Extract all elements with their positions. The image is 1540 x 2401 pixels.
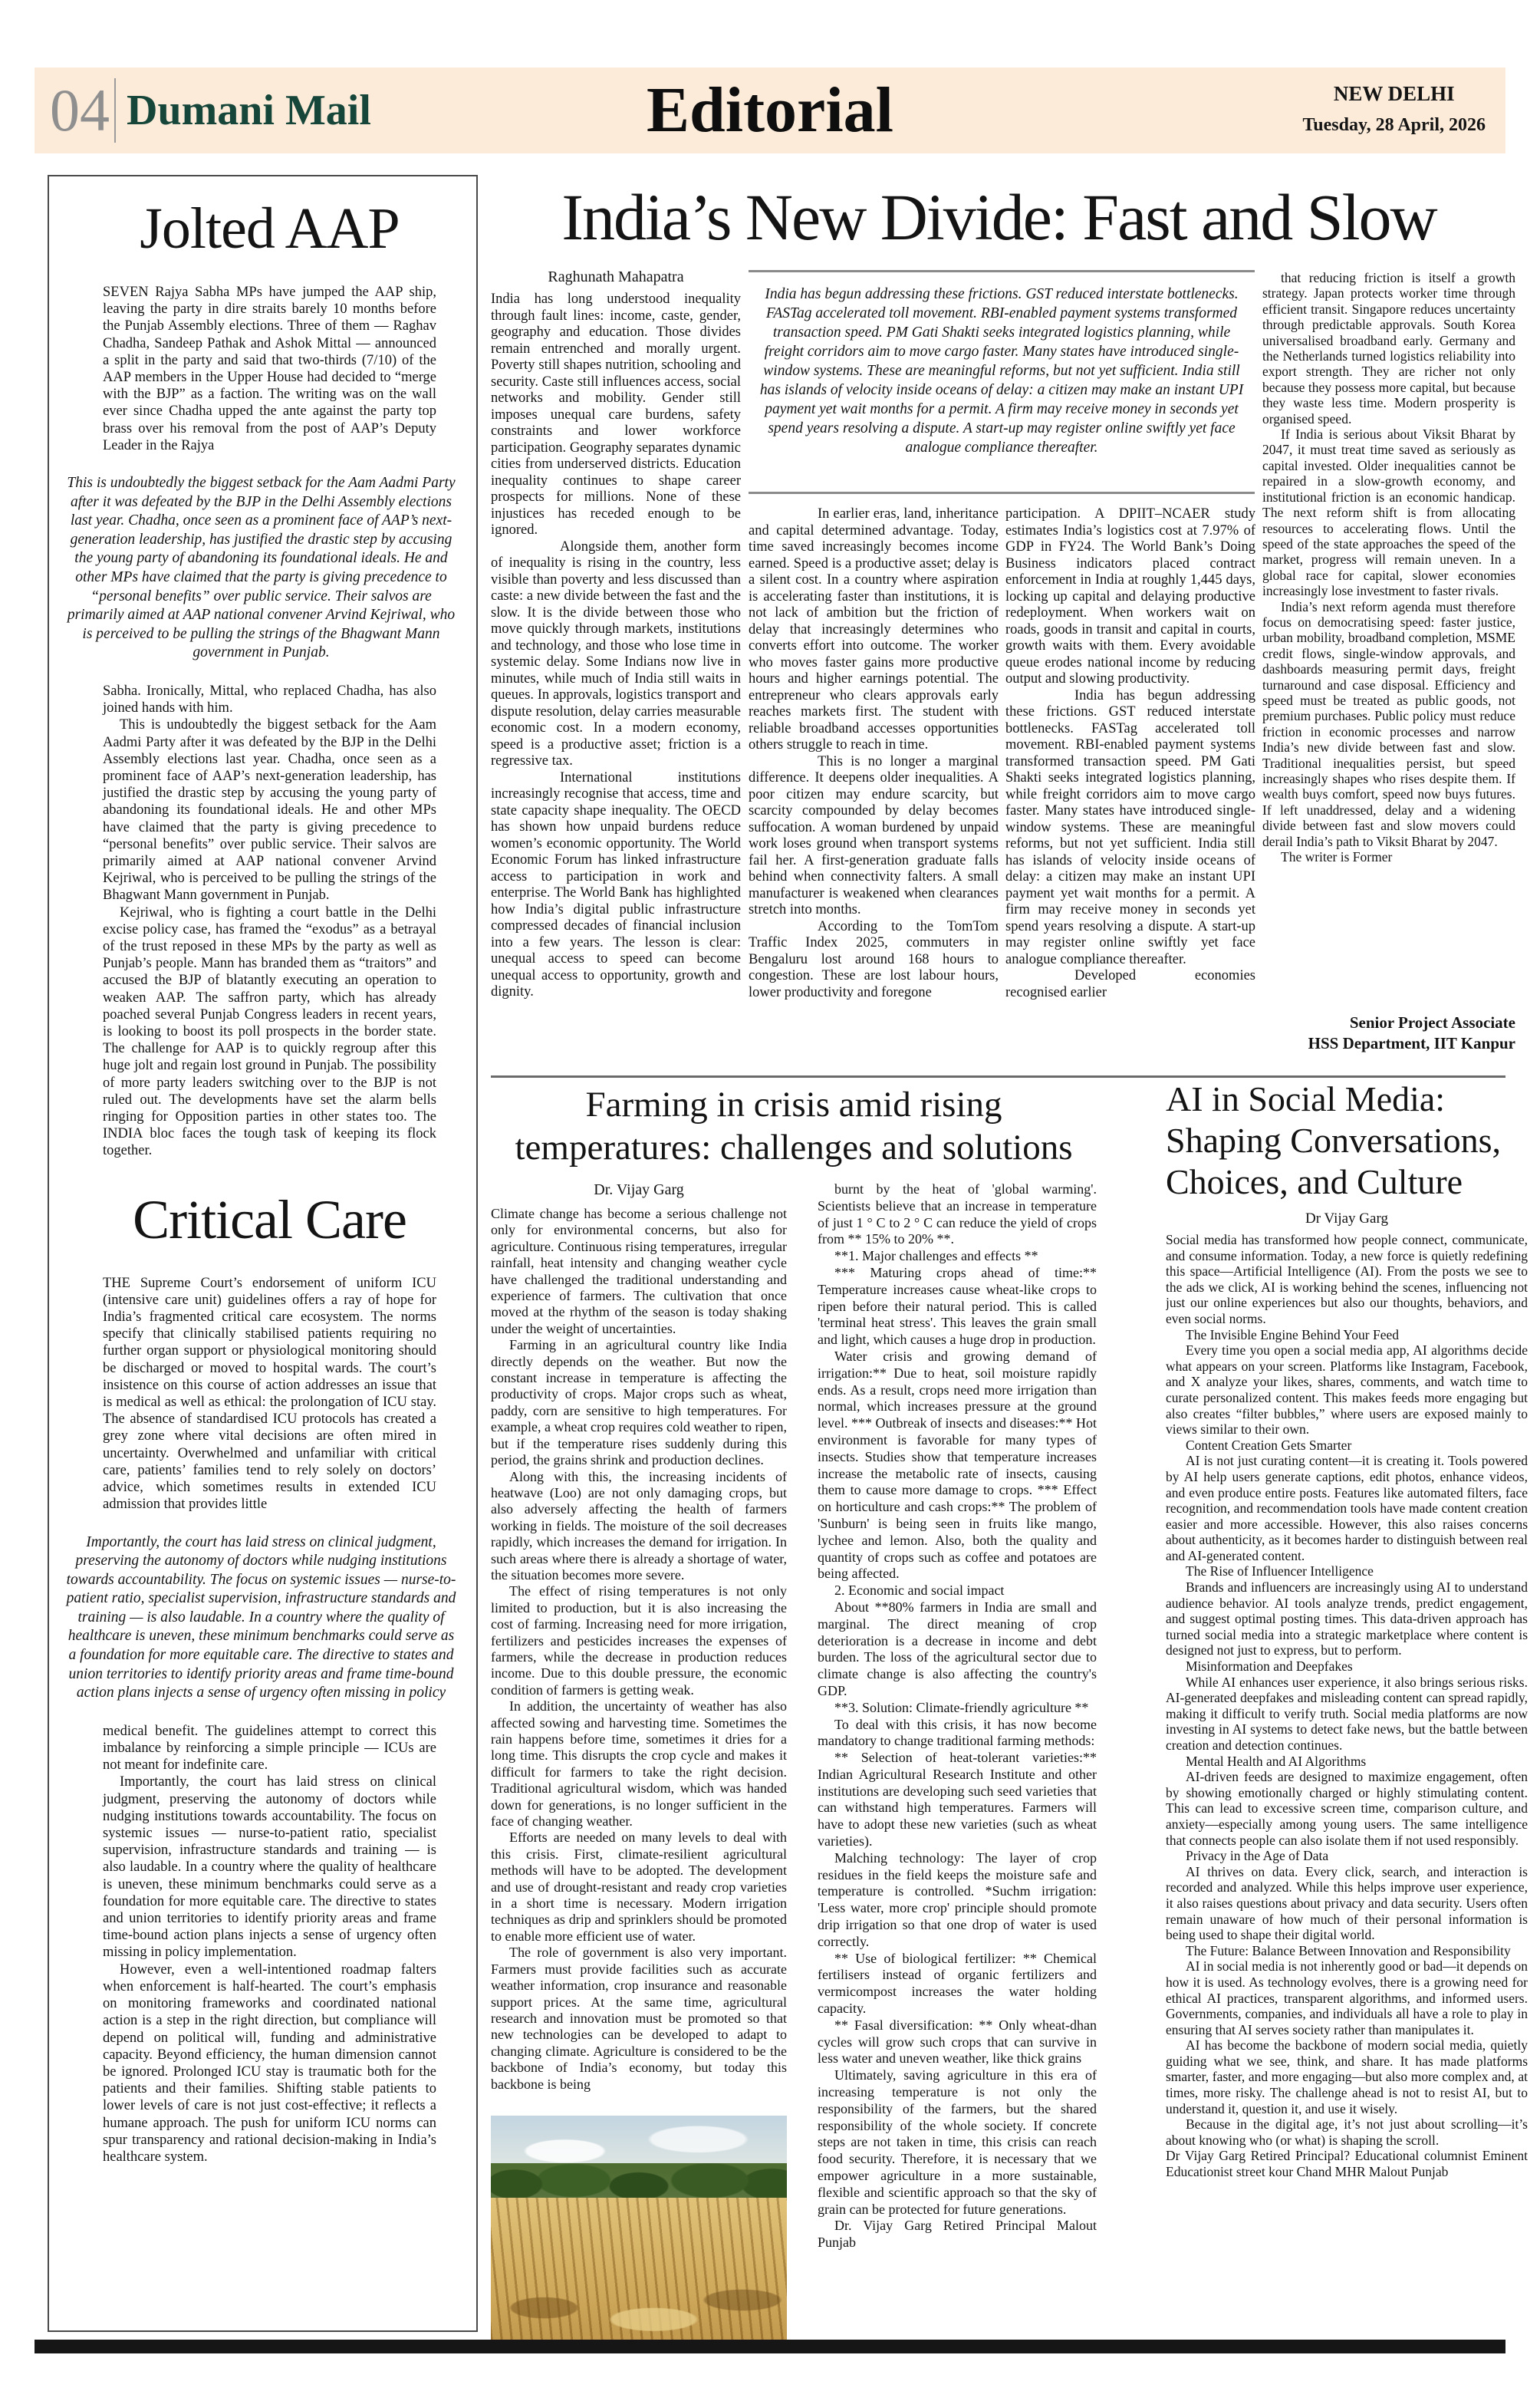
ai-paragraph: Because in the digital age, it’s not just about scrolling—it’s about knowing who (or what) is shaping the scroll. xyxy=(1166,2116,1528,2148)
farming-paragraph: 2. Economic and social impact xyxy=(834,1583,1005,1599)
farm-field-photo xyxy=(491,2116,787,2343)
farming-article-title xyxy=(491,1083,1097,1169)
farming-paragraph: ** Selection of heat-tolerant varieties:** Indian Agricultural Research Institute and other institutions are developing such seed varieties that can withstand high temperatures. Farmers will have to adopt these new varieties (such as wheat varieties). xyxy=(818,1750,1097,1849)
main-pull-quote: India has begun addressing these frictions. GST reduced interstate bottlenecks. FASTag accelerated toll movement. RBI-enabled payment systems transformed transaction speed. PM Gati Shakti seeks integrated logistics planning, while freight corridors aim to move cargo faster. Many states have introduced single-window systems. These are meaningful reforms, but not yet sufficient. India still has islands of velocity inside oceans of delay: a citizen may make an instant UPI payment yet wait months for a permit. A firm may receive money in seconds yet spend years resolving a dispute. A start-up may register online swiftly yet face analogue compliance thereafter. xyxy=(749,270,1255,494)
farming-article-byline: Dr. Vijay Garg xyxy=(594,1181,684,1198)
main-paragraph: India has long understood inequality through fault lines: income, caste, gender, geography and education. Those divides remain entrenched and morally urgent. Poverty still shapes nutrition, schooling and security. Caste still influences access, social networks and mobility. Gender still imposes unequal care burdens, safety constraints and lower workforce participation. Geography separates dynamic cities from underserved districts. Education inequality continues to shape career prospects for millions. None of these injustices has receded enough to be ignored. xyxy=(491,291,741,538)
dateline xyxy=(1302,81,1486,137)
photo-tree-line xyxy=(491,2163,787,2202)
main-paragraph: According to the TomTom Traffic Index 2025, commuters in Bengaluru lost around 168 hours to congestion. These are lost labour hours, lower productivity and foregone xyxy=(749,918,999,1000)
editorials-column xyxy=(48,175,478,2332)
farming-title-line: Farming in crisis amid rising xyxy=(585,1085,1002,1125)
ai-paragraph: The Invisible Engine Behind Your Feed xyxy=(1186,1326,1400,1342)
farming-paragraph: About **80% farmers in India are small and marginal. The direct meaning of crop deterioration is a decrease in income and debt burden. The loss of the agricultural sector due to climate change is also affecting the country's GDP. xyxy=(818,1599,1097,1698)
header-band xyxy=(35,68,1505,153)
ai-paragraph: The Rise of Influencer Intelligence xyxy=(1186,1563,1374,1579)
ai-paragraph: AI in social media is not inherently good or bad—it depends on how it is used. As technology evolves, there is a growing need for ethical AI practices, transparent algorithms, and informed users. Governments, companies, and individuals all have a role to play in ensuring that AI serves society rather than manipulates it. xyxy=(1166,1958,1528,2037)
ai-paragraph: Mental Health and AI Algorithms xyxy=(1186,1753,1367,1769)
ai-paragraph: Privacy in the Age of Data xyxy=(1186,1848,1329,1864)
ai-title-line: Choices, and Culture xyxy=(1166,1162,1463,1201)
critical-paragraph: Importantly, the court has laid stress on clinical judgment, preserving the autonomy of doctors while nudging institutions towards accountability. The focus on systemic issues — nurse-to-patient ratio, specialist supervision, infrastructure standards and training — is also laudable. In a country where the quality of healthcare is uneven, these minimum benchmarks could serve as a foundation for more equitable care. The directive to states and union territories to identify priority areas and frame time-bound action plans injects a sense of urgency often missing in policy implementation. xyxy=(103,1774,436,1961)
ai-paragraph: Every time you open a social media app, AI algorithms decide what appears on your screen. Platforms like Instagram, Facebook, and X analyze your likes, shares, comments, and watch time to curate personalized content. This makes feeds more engaging but also creates “filter bubbles,” where users are exposed mainly to views similar to their own. xyxy=(1166,1342,1528,1438)
signature-line: Senior Project Associate xyxy=(1349,1013,1515,1032)
ai-paragraph: Misinformation and Deepfakes xyxy=(1186,1658,1353,1675)
farming-paragraph: Efforts are needed on many levels to deal with this crisis. First, climate-resilient agricultural methods will have to be adopted. The development and use of drought-resistant and ready crop varieties in a short time is necessary. Modern irrigation techniques as drip and sprinklers should be promoted to enable more efficient use of water. xyxy=(491,1830,787,1944)
horizontal-rule xyxy=(491,1075,1505,1078)
critical-pull-quote: Importantly, the court has laid stress on clinical judgment, preserving the autonomy of doctors while nudging institutions towards accountability. The focus on systemic issues — nurse-to-patient ratio, specialist supervision, infrastructure standards and training — is also laudable. In a country where the quality of healthcare is uneven, these minimum benchmarks could serve as a foundation for more equitable care. The directive to states and union territories to identify priority areas and frame time-bound action plans injects a sense of urgency often missing in policy xyxy=(66,1533,456,1701)
main-article-column-4 xyxy=(1262,270,1515,1008)
farming-paragraph: To deal with this crisis, it has now become mandatory to change traditional farming methods: xyxy=(818,1716,1097,1749)
farming-paragraph: burnt by the heat of 'global warming'. Scientists believe that an increase in temperature of just 1 ° C to 2 ° C can reduce the yield of crops from ** 15% to 20% **. xyxy=(818,1181,1097,1247)
main-paragraph: that reducing friction is itself a growth strategy. Japan protects worker time through efficient transit. Singapore reduces uncertainty through predictable approvals. South Korea universalised broadband early. Germany and the Netherlands turned logistics reliability into export strength. They are richer not only because they possess more capital, but because they waste less time. Modern prosperity is organised speed. xyxy=(1262,270,1515,427)
main-paragraph: In earlier eras, land, inheritance and capital determined advantage. Today, time saved increasingly becomes income earned. Speed is a productive asset; delay is a silent cost. In a country where aspiration is accelerating faster than institutions, it is not lack of ambition but the friction of delay that increasingly determines who converts effort into outcome. The worker who moves faster gains more productive hours and higher earnings potential. The entrepreneur who clears approvals early reaches markets first. The student with reliable broadband accesses opportunities others struggle to reach in time. xyxy=(749,506,999,753)
main-paragraph: Developed economies recognised earlier xyxy=(1005,968,1255,1000)
farming-paragraph: The effect of rising temperatures is not only limited to production, but it is also increasing the cost of farming. Increasing need for more irrigation, fertilizers and pesticides increases the expenses of farmers, while the decrease in production reduces income. Due to this double pressure, the economic condition of farmers is getting weak. xyxy=(491,1583,787,1698)
masthead-title: Dumani Mail xyxy=(127,87,371,134)
jolted-paragraph: This is undoubtedly the biggest setback for the Aam Aadmi Party after it was defeated by the BJP in the Delhi Assembly elections last year. Chadha, once seen as a prominent face of AAP’s next-generation leadership, has justified the drastic step by accusing the young party of abandoning its foundational ideals. He and other MPs have claimed that the party is giving precedence to “personal benefits” over public service. Their salvos are primarily aimed at AAP national convener Arvind Kejriwal, who is perceived to be pulling the strings of the Bhagwant Mann government in Punjab. xyxy=(103,717,436,904)
main-paragraph: The writer is Former xyxy=(1281,849,1393,865)
farming-paragraph: Dr. Vijay Garg Retired Principal Malout Punjab xyxy=(818,2218,1097,2251)
jolted-lead-paragraph: SEVEN Rajya Sabha MPs have jumped the AAP ship, leaving the party in dire straits barely 10 months before the Punjab Assembly elections. Three of them — Raghav Chadha, Sandeep Pathak and Ashok Mittal — announced a split in the party and said that two-thirds (7/10) of the AAP members in the Upper House had decided to “merge with the BJP” as a faction. The writing was on the wall ever since Chadha upped the ante against the party top brass over his removal from the post of AAP’s Deputy Leader in the Rajya xyxy=(103,285,436,453)
farming-paragraph: Farming in an agricultural country like India directly depends on the weather. But now the constant increase in temperature is affecting the productivity of crops. Major crops such as wheat, paddy, corn are sensitive to high temperatures. For example, a wheat crop requires cold weather to ripen, but if the temperature rises suddenly during this period, the grains shrink and production declines. xyxy=(491,1337,787,1468)
section-title: Editorial xyxy=(646,74,893,146)
ai-paragraph: Content Creation Gets Smarter xyxy=(1186,1437,1352,1453)
ai-title-line: AI in Social Media: xyxy=(1166,1079,1446,1118)
farming-paragraph: ** Use of biological fertilizer: ** Chemical fertilisers instead of organic fertilizers and vermicompost increases the water holding capacity. xyxy=(818,1950,1097,2017)
ai-paragraph: Dr Vijay Garg Retired Principal? Educational columnist Eminent Educationist street kour Chand MHR Malout Punjab xyxy=(1166,2148,1528,2180)
jolted-pull-quote: This is undoubtedly the biggest setback for the Aam Aadmi Party after it was defeated by the BJP in the Delhi Assembly elections last year. Chadha, once seen as a prominent face of AAP’s next-generation leadership, has justified the drastic step by accusing the young party of abandoning its foundational ideals. He and other MPs have claimed that the party is giving precedence to “personal benefits” over public service. Their salvos are primarily aimed at AAP national convener Arvind Kejriwal, who is perceived to be pulling the strings of the Bhagwant Mann government in Punjab. xyxy=(67,475,456,661)
article-title-critical-care: Critical Care xyxy=(133,1188,406,1250)
main-article-column-2 xyxy=(749,506,999,1075)
ai-paragraph: Social media has transformed how people connect, communicate, and consume information. Today, a new force is quietly redefining this space—Artificial Intelligence (AI). From the posts we see to the ads we click, AI is working behind the scenes, influencing not just our online experiences but also our thoughts, behaviors, and even social norms. xyxy=(1166,1232,1528,1326)
main-paragraph: Alongside them, another form of inequality is rising in the country, less visible than poverty and less discussed than caste: a new divide between the fast and the slow. It is the divide between those who move quickly through markets, institutions and technology, and those who lose time in systemic delay. Some Indians now live in minutes, while much of India still waits in queues. In approvals, logistics transport and dispute resolution, delay carries measurable economic cost. In a modern economy, speed is a productive asset; friction is a regressive tax. xyxy=(491,538,741,769)
farming-title-line: temperatures: challenges and solutions xyxy=(515,1128,1073,1168)
main-article-signature xyxy=(1262,1013,1515,1054)
main-paragraph: India has begun addressing these frictions. GST reduced interstate bottlenecks. FASTag accelerated toll movement. RBI-enabled payment systems transformed transaction speed. PM Gati Shakti seeks integrated logistics planning, while freight corridors aim to move cargo faster. Many states have introduced single-window systems. These are meaningful reforms, but not yet sufficient. India still has islands of velocity inside oceans of delay: a citizen may make an instant UPI payment yet wait months for a permit. A firm may receive money in seconds yet spend years resolving a dispute. A start-up may register online swiftly yet face analogue compliance thereafter. xyxy=(1005,687,1255,967)
jolted-paragraph: Kejriwal, who is fighting a court battle in the Delhi excise policy case, has framed the “exodus” as a betrayal of the trust reposed in these MPs by the party as well as Punjab’s people. Mann has branded them as “traitors” and accused the BJP of blatantly executing an operation to weaken AAP. The saffron party, which has already poached several Punjab Congress leaders in recent years, is looking to boost its poll prospects in the border state. The challenge for AAP is to quickly regroup after this huge jolt and regain lost ground in Punjab. The possibility of more party leaders switching over to the BJP is not ruled out. The developments have set the alarm bells ringing for Opposition parties in other states too. The INDIA bloc faces the tough task of keeping its flock together. xyxy=(103,904,436,1159)
critical-paragraph: medical benefit. The guidelines attempt to correct this imbalance by reinforcing a simple principle — ICUs are not meant for indefinite care. xyxy=(103,1723,436,1774)
ai-paragraph: Brands and influencers are increasingly using AI to understand audience behavior. AI tools analyze trends, predict engagement, and suggest optimal posting times. This data-driven approach has turned social media into a strategic marketplace where content is designed not just to express, but to perform. xyxy=(1166,1579,1528,1658)
farming-paragraph: Malching technology: The layer of crop residues in the field keeps the moisture safe and temperature is controlled. *Suchm irrigation: 'Less water, more crop' principle should promote drip irrigation so that one drop of water is used correctly. xyxy=(818,1849,1097,1949)
ai-article-title xyxy=(1166,1079,1528,1203)
farming-paragraph: ** Fasal diversification: ** Only wheat-dhan cycles will grow such crops that can survive in less water and uneven weather, like thick grains xyxy=(818,2017,1097,2067)
ai-article-column xyxy=(1166,1232,1528,2298)
ai-title-line: Shaping Conversations, xyxy=(1166,1121,1501,1160)
farming-article-column-1 xyxy=(491,1206,787,2113)
page-number: 04 xyxy=(50,77,110,143)
main-paragraph: If India is serious about Viksit Bharat by 2047, it must treat time saved as seriously as capital invested. Older inequalities cannot be repaired in a slow-growth economy, and institutional friction is an economic handicap. The next reform shift is from allocating resources to accelerating flows. Until the speed of the state approaches the speed of the market, progress will remain uneven. In a global race for capital, slower economies increasingly lose investment to faster rivals. xyxy=(1262,427,1515,599)
main-article-byline: Raghunath Mahapatra xyxy=(548,268,684,285)
main-article-column-1 xyxy=(491,291,741,1074)
main-article-column-3 xyxy=(1005,506,1255,1075)
farming-article-column-2 xyxy=(818,1181,1097,2333)
article-title-jolted-aap: Jolted AAP xyxy=(140,196,400,261)
critical-body xyxy=(103,1723,436,2166)
main-paragraph: International institutions increasingly recognise that access, time and state capacity shape inequality. The OECD has shown how unpaid burdens reduce women’s economic opportunity. The World Economic Forum has linked infrastructure access to participation in work and enterprise. The World Bank has highlighted how India’s digital public infrastructure compressed decades of financial inclusion into a few years. The lesson is clear: unequal access to speed can become unequal access to opportunity, growth and dignity. xyxy=(491,769,741,1000)
ai-article-byline: Dr Vijay Garg xyxy=(1305,1210,1388,1227)
critical-paragraph: However, even a well-intentioned roadmap falters when enforcement is half-hearted. The court’s emphasis on monitoring frameworks and coordinated national action is a step in the right direction, but compliance will depend on political will, funding and administrative capacity. Beyond efficiency, the human dimension cannot be ignored. Prolonged ICU stay is traumatic both for the patients and their families. Shifting stable patients to lower levels of care is not just cost-effective; it reflects a humane approach. The push for uniform ICU norms can spur transparency and rational decision-making in India’s healthcare system. xyxy=(103,1961,436,2165)
main-article-title: India’s New Divide: Fast and Slow xyxy=(561,180,1436,254)
main-paragraph: India’s next reform agenda must therefore focus on democratising speed: faster justice, urban mobility, broadband completion, MSME credit flows, single-window approvals, and dashboards measuring permit days, freight turnaround and case disposal. Efficiency and speed must be treated as public goods, not premium purchases. Public policy must reduce friction in economic processes and narrow India’s new divide between fast and slow. Traditional inequalities persist, but speed increasingly shapes who rises despite them. If wealth buys comfort, speed now buys futures. If left unaddressed, delay and a widening divide between fast and slow movers could derail India’s path to Viksit Bharat by 2047. xyxy=(1262,598,1515,849)
signature-line: HSS Department, IIT Kanpur xyxy=(1308,1034,1515,1052)
jolted-body xyxy=(103,683,436,1160)
bottom-rule-bar xyxy=(35,2340,1505,2353)
ai-paragraph: AI is not just curating content—it is creating it. Tools powered by AI help users generate captions, edit photos, enhance videos, and even produce entire posts. Features like automated filters, face recognition, and recommendation tools have made content creation easier and more accessible. However, this also raises concerns about authenticity, as it becomes harder to distinguish between real and AI-generated content. xyxy=(1166,1453,1528,1563)
farming-paragraph: Ultimately, saving agriculture in this era of increasing temperature is not only the responsibility of the farmers, but the shared responsibility of the whole society. If concrete steps are not taken in time, this crisis can reach food security. Therefore, it is necessary that we empower agriculture in a more sustainable, flexible and scientific approach so that the sky of grain can be protected for future generations. xyxy=(818,2067,1097,2217)
farming-paragraph: In addition, the uncertainty of weather has also affected sowing and harvesting time. Sometimes the rain happens before time, sometimes it dries for a long time. This disrupts the crop cycle and makes it difficult for farmers to take the right decision. Traditional agricultural wisdom, which was handed down for generations, is no longer sufficient in the face of changing weather. xyxy=(491,1698,787,1830)
date-label: Tuesday, 28 April, 2026 xyxy=(1302,115,1486,135)
photo-straw-rows xyxy=(491,2265,787,2343)
farming-paragraph: **1. Major challenges and effects ** xyxy=(834,1248,1038,1264)
farming-paragraph: Along with this, the increasing incidents of heatwave (Loo) are not only damaging crops, but also adversely affecting the health of farmers working in fields. The moisture of the soil decreases rapidly, which increases the demand for irrigation. In such areas where there is already a shortage of water, the situation becomes more severe. xyxy=(491,1468,787,1583)
ai-paragraph: AI has become the backbone of modern social media, quietly guiding what we see, think, and share. It has made platforms smarter, faster, and more engaging—but also more complex and, at times, more risky. The challenge ahead is not to resist AI, but to understand it, question it, and use it wisely. xyxy=(1166,2037,1528,2116)
farming-paragraph: Climate change has become a serious challenge not only for environmental concerns, but also for agriculture. Continuous rising temperatures, irregular rainfall, heat intensity and changing weather cycle have challenged the traditional understanding and experience of farmers. The cultivation that once moved at the rhythm of the season is today shaking under the weight of uncertainties. xyxy=(491,1206,787,1336)
critical-lead-paragraph: THE Supreme Court’s endorsement of uniform ICU (intensive care unit) guidelines offers a ray of hope for India’s fragmented critical care ecosystem. The norms specify that clinically stabilised patients requiring no further organ support or physiological monitoring should be discharged or moved to hospital wards. The court’s insistence on this course of action addresses an issue that is medical as well as ethical: the prolongation of ICU stay. The absence of standardised ICU protocols has created a grey zone where vital decisions are often mired in uncertainty. Overwhelmed and unfamiliar with critical care, patients’ families tend to rely solely on doctors’ advice, which sometimes results in extended ICU admission that provides little xyxy=(103,1275,436,1513)
farming-paragraph: The role of government is also very important. Farmers must provide facilities such as accurate weather information, crop insurance and reasonable support prices. At the same time, agricultural research and innovation must be promoted so that new technologies can be developed to adapt to changing climate. Agriculture is considered to be the backbone of India’s economy, but today this backbone is being xyxy=(491,1945,787,2092)
ai-paragraph: While AI enhances user experience, it also brings serious risks. AI-generated deepfakes and misleading content can spread rapidly, making it difficult to verify truth. Social media platforms are now investing in AI systems to detect fake news, but the battle between creation and detection continues. xyxy=(1166,1674,1528,1753)
farming-paragraph: *** Maturing crops ahead of time:** Temperature increases cause wheat-like crops to ripen before their natural period. This is called 'terminal heat stress'. This leaves the grain small and light, which causes a huge drop in production. xyxy=(818,1264,1097,1348)
farming-paragraph: **3. Solution: Climate-friendly agriculture ** xyxy=(834,1699,1089,1715)
ai-paragraph: AI-driven feeds are designed to maximize engagement, often by showing emotionally charged or highly stimulating content. This can lead to excessive screen time, comparison culture, and anxiety—especially among young users. The same intelligence that connects people can also isolate them if not used responsibly. xyxy=(1166,1769,1528,1848)
main-paragraph: participation. A DPIIT–NCAER study estimates India’s logistics cost at 7.97% of GDP in FY24. The World Bank’s Doing Business indicators placed contract enforcement in India at roughly 1,445 days, locking up capital and delaying productive redeployment. When workers wait on roads, goods in transit and capital in courts, growth waits with them. Every avoidable queue erodes national income by reducing output and slowing productivity. xyxy=(1005,506,1255,687)
ai-paragraph: The Future: Balance Between Innovation and Responsibility xyxy=(1186,1942,1511,1958)
jolted-paragraph: Sabha. Ironically, Mittal, who replaced Chadha, has also joined hands with him. xyxy=(103,683,436,716)
ai-paragraph: AI thrives on data. Every click, search, and interaction is recorded and analyzed. While this helps improve user experience, it also raises questions about privacy and data security. Users often remain unaware of how much of their personal information is being used to shape their digital world. xyxy=(1166,1863,1528,1943)
main-paragraph: This is no longer a marginal difference. It deepens older inequalities. A poor citizen may endure scarcity, but scarcity compounded by delay becomes suffocation. A woman burdened by unpaid work loses ground when transport systems fail her. A first-generation graduate falls behind when connectivity falters. A small manufacturer is weakened when clearances stretch into months. xyxy=(749,753,999,917)
city-label: NEW DELHI xyxy=(1333,82,1455,105)
farming-paragraph: Water crisis and growing demand of irrigation:** Due to heat, soil moisture rapidly ends. As a result, crops need more irrigation than normal, which increases pressure at the ground level. *** Outbreak of insects and diseases:** Hot environment is favorable for many types of insects. Studies show that temperature increases increase the metabolic rate of insects, causing them to cause more damage to crops. *** Effect on horticulture and cash crops:** The problem of 'Sunburn' is being seen in fruits like mango, lychee and lemon. Also, both the quality and quantity of crops such as coffee and potatoes are being affected. xyxy=(818,1348,1097,1582)
